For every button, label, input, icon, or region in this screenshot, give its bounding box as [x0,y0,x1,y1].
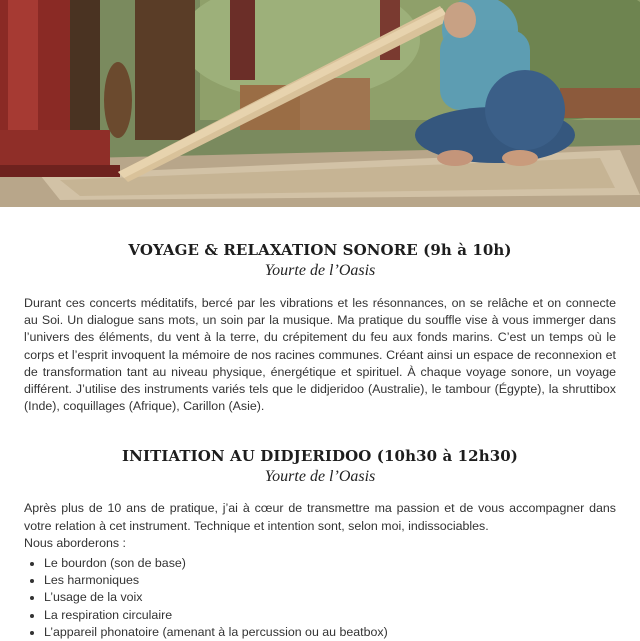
topics-list [24,555,616,641]
section-subtitle-initiation-location: Yourte de l’Oasis [264,468,376,486]
hero-illustration [0,0,640,207]
list-item: • Le bourdon (son de base) [44,555,616,572]
intro-text: Après plus de 10 ans de pratique, j’ai à cœur de transmettre ma passion et de vous accompagner dans votre relation à cet instrument. Technique et intention sont, selon moi, indissociables. [24,501,616,533]
topics-lead: Nous aborderons : [24,535,126,550]
list-item: • La respiration circulaire [44,607,616,624]
section-title-initiation: INITIATION AU DIDJERIDOO (10h30 à 12h30) [122,447,518,466]
list-item: • Les harmoniques [44,572,616,589]
list-item: • L’appareil phonatoire (amenant à la percussion ou au beatbox) [44,624,616,641]
section-subtitle-voyage-location: Yourte de l’Oasis [264,262,376,279]
list-item: • L’usage de la voix [44,589,616,606]
hero-photo [0,0,640,207]
section-body-voyage: Durant ces concerts méditatifs, bercé par les vibrations et les résonnances, on se relâche et on connecte au Soi. Un dialogue sans mots, un soin par la musique. Ma pratique du souffle vise à vous immerger dans l’univers des éléments, du vent à la terre, du crépitement du feu aux fonds marins. C’est un temps où le corps et l’esprit invoquent la mémoire de nos racines communes. Créant ainsi un espace de reconnexion et de transformation tant au niveau physique, énergétique et spirituel. À chaque voyage sonore, un voyage différent. J’utilise des instruments variés tels que le didjeridoo (Australie), le tambour (Égypte), la shruttibox (Inde), coquillages (Afrique), Carillon (Asie). [24,296,616,414]
section-title-voyage: VOYAGE & RELAXATION SONORE (9h à 10h) [128,241,512,259]
section-intro-initiation [24,500,616,552]
